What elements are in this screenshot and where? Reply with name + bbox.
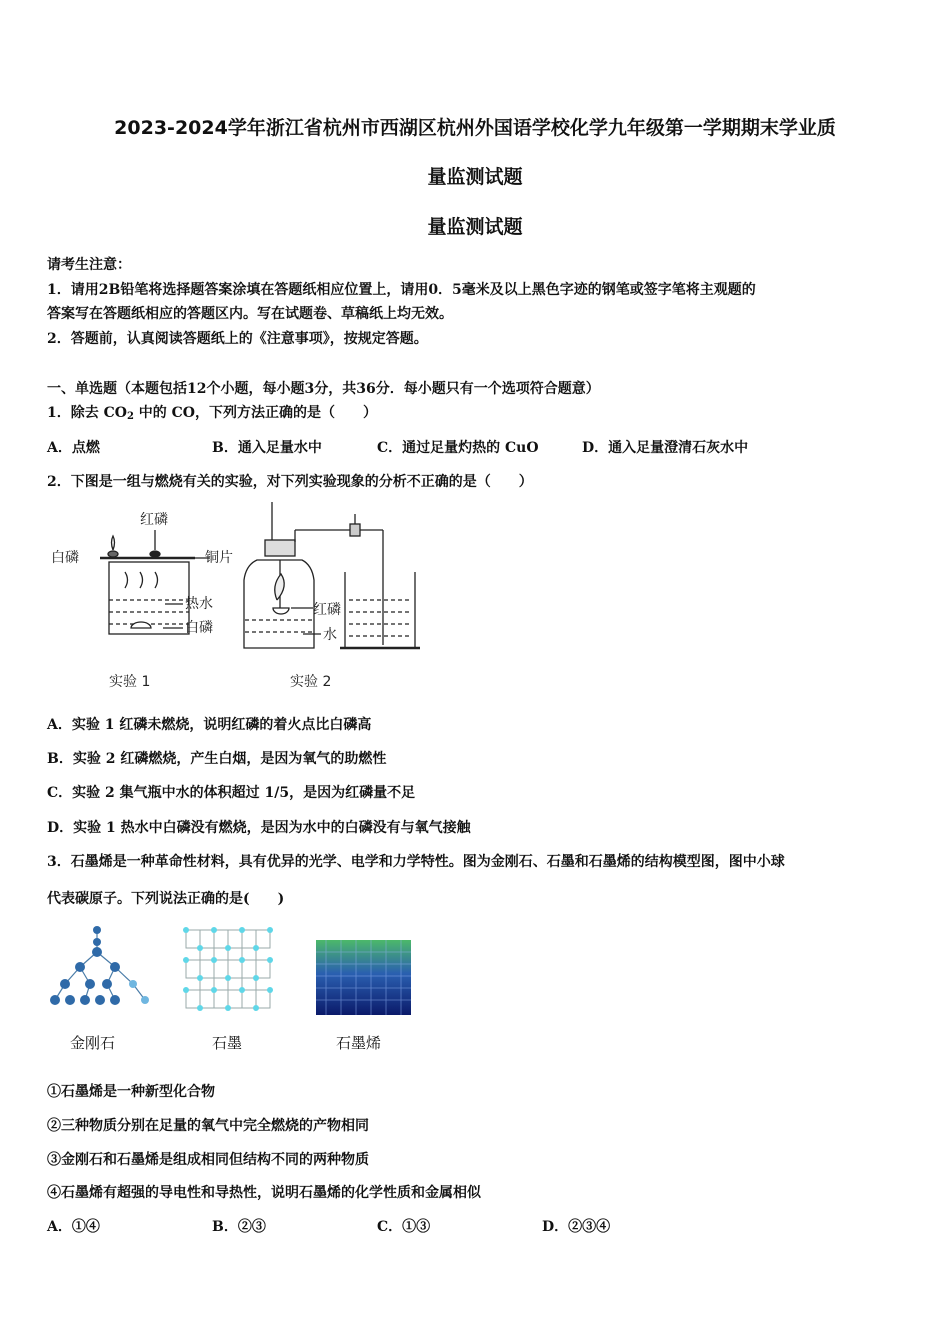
q3-option-a: A．①④ <box>47 1219 100 1235</box>
notice-item-1a: 1．请用2B铅笔将选择题答案涂填在答题纸相应位置上，请用0．5毫米及以上黑色字迹的钢笔或签字笔将主观题的 <box>47 282 756 298</box>
q1-option-c: C．通过足量灼热的 CuO <box>377 440 539 456</box>
q1-stem-subscript: 2 <box>126 411 134 422</box>
q1-option-b: B．通入足量水中 <box>212 440 322 456</box>
section-1-heading: 一、单选题（本题包括12个小题，每小题3分，共36分．每小题只有一个选项符合题意） <box>47 381 600 397</box>
graphene-structure-image <box>316 940 411 1015</box>
exp2-label-water: 水 <box>323 627 337 643</box>
graphite-caption: 石墨 <box>212 1034 243 1052</box>
q2-option-b: B．实验 2 红磷燃烧，产生白烟，是因为氧气的助燃性 <box>47 751 387 767</box>
title-line-3: 量监测试题 <box>427 216 523 238</box>
notice-heading: 请考生注意： <box>47 257 131 273</box>
graphite-structure-image <box>178 924 278 1014</box>
q3-stem-b: 代表碳原子。下列说法正确的是( ) <box>47 891 285 907</box>
q3-option-b: B．②③ <box>212 1219 266 1235</box>
combustion-experiment-figure <box>45 500 435 700</box>
title-line-1: 2023-2024学年浙江省杭州市西湖区杭州外国语学校化学九年级第一学期期末学业质 <box>114 117 836 139</box>
exp2-label-red-phosphorus: 红磷 <box>313 602 341 618</box>
experiment-1-apparatus <box>100 530 210 634</box>
diamond-structure-image <box>45 922 155 1012</box>
q1-stem-b: 中的 CO，下列方法正确的是（ ） <box>133 405 378 421</box>
q2-option-d: D．实验 1 热水中白磷没有燃烧，是因为水中的白磷没有与氧气接触 <box>47 820 471 836</box>
q2-option-c: C．实验 2 集气瓶中水的体积超过 1/5，是因为红磷量不足 <box>47 785 416 801</box>
exp2-caption: 实验 2 <box>290 674 332 690</box>
graphene-caption: 石墨烯 <box>336 1034 382 1052</box>
q3-statement-1: ①石墨烯是一种新型化合物 <box>47 1084 215 1100</box>
exp1-label-white-phosphorus-bottom: 白磷 <box>185 620 213 636</box>
q3-statement-3: ③金刚石和石墨烯是组成相同但结构不同的两种物质 <box>47 1152 369 1168</box>
q1-option-d: D．通入足量澄清石灰水中 <box>582 440 749 456</box>
q2-stem: 2．下图是一组与燃烧有关的实验，对下列实验现象的分析不正确的是（ ） <box>47 474 533 490</box>
diamond-caption: 金刚石 <box>70 1034 116 1052</box>
q3-option-d: D．②③④ <box>542 1219 611 1235</box>
q1-stem <box>47 402 377 422</box>
q3-option-c: C．①③ <box>377 1219 431 1235</box>
notice-item-2: 2．答题前，认真阅读答题纸上的《注意事项》，按规定答题。 <box>47 331 428 347</box>
exp1-label-hot-water: 热水 <box>185 596 213 612</box>
q2-option-a: A．实验 1 红磷未燃烧，说明红磷的着火点比白磷高 <box>47 717 372 733</box>
q3-stem-a: 3．石墨烯是一种革命性材料，具有优异的光学、电学和力学特性。图为金刚石、石墨和石墨烯的结构模型图，图中小球 <box>47 854 785 870</box>
title-line-2: 量监测试题 <box>427 166 523 188</box>
q1-option-a: A．点燃 <box>47 440 100 456</box>
exp1-label-copper: 铜片 <box>205 550 233 566</box>
exp1-caption: 实验 1 <box>109 674 151 690</box>
exp1-label-red-phosphorus: 红磷 <box>140 512 168 528</box>
q3-statement-4: ④石墨烯有超强的导电性和导热性，说明石墨烯的化学性质和金属相似 <box>47 1185 481 1201</box>
q1-stem-a: 1．除去 CO <box>47 405 127 421</box>
notice-item-1b: 答案写在答题纸相应的答题区内。写在试题卷、草稿纸上均无效。 <box>47 306 453 322</box>
q3-statement-2: ②三种物质分别在足量的氧气中完全燃烧的产物相同 <box>47 1118 369 1134</box>
exp1-label-white-phosphorus-left: 白磷 <box>51 550 79 566</box>
